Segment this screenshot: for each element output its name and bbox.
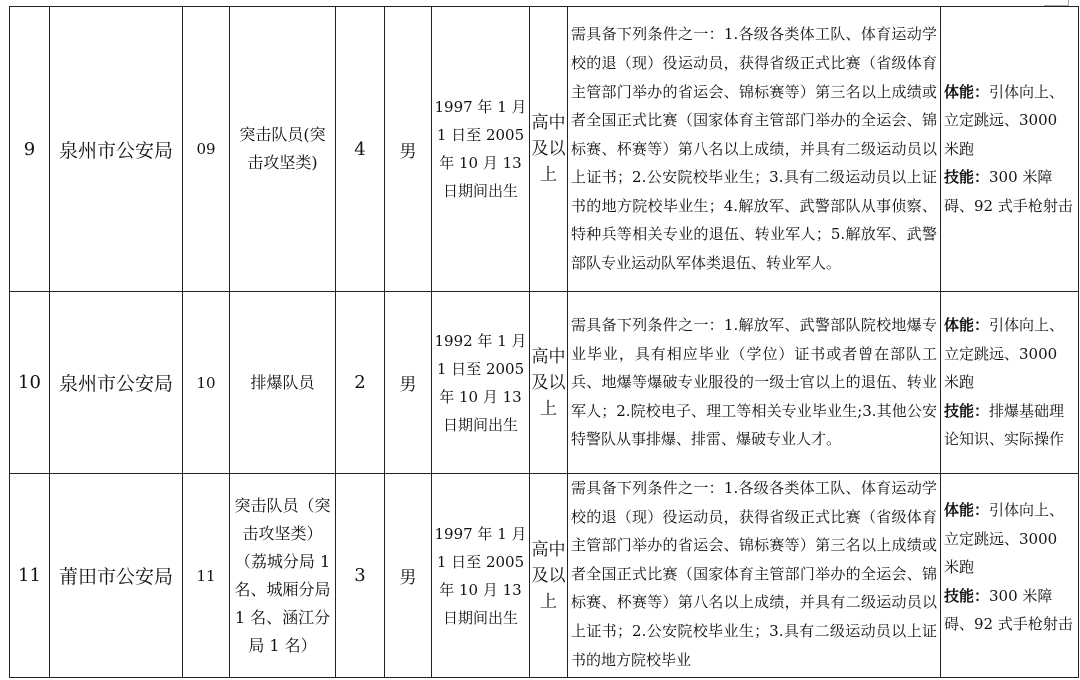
- employer-cell: 莆田市公安局: [50, 474, 183, 678]
- position-name: 突击队员(突击攻坚类): [230, 7, 336, 292]
- fitness-label: 体能：: [944, 82, 990, 101]
- other-conditions: 需具备下列条件之一：1.解放军、武警部队院校地爆专业毕业，具有相应毕业（学位）证书或者曾在部队工兵、地爆等爆破专业服役的一级士官以上的退伍、转业军人；2.院校电子、理工等相关专业毕业生;3.其他公安特警队从事排爆、排雷、爆破专业人才。: [568, 292, 941, 474]
- fitness-label: 体能：: [944, 316, 990, 335]
- gender-cell: 男: [385, 292, 432, 474]
- fitness-label: 体能：: [944, 501, 990, 519]
- skill-label: 技能：: [944, 586, 990, 605]
- row-index: 10: [10, 292, 50, 474]
- fitness-items: 引体向上、立定跳远、3000 米跑: [944, 316, 1065, 392]
- fitness-items: 引体向上、立定跳远、3000 米跑: [944, 501, 1065, 577]
- test-items: [941, 292, 1079, 474]
- employer-cell: 泉州市公安局: [50, 292, 183, 474]
- test-items: [941, 7, 1079, 292]
- age-requirement: 1992 年 1 月 1 日至 2005 年 10 月 13 日期间出生: [432, 292, 530, 474]
- position-name: 突击队员（突击攻坚类）（荔城分局 1 名、城厢分局 1 名、涵江分局 1 名）: [230, 474, 336, 678]
- skill-label: 技能：: [944, 168, 990, 187]
- test-items: [941, 474, 1079, 678]
- education-requirement: 高中及以上: [530, 292, 568, 474]
- position-name: 排爆队员: [230, 292, 336, 474]
- fitness-items: 引体向上、立定跳远、3000 米跑: [944, 82, 1065, 158]
- skill-items: 排爆基础理论知识、实际操作: [944, 401, 1065, 449]
- row-index: 11: [10, 474, 50, 678]
- recruitment-table: [9, 6, 1079, 678]
- other-conditions: 需具备下列条件之一：1.各级各类体工队、体育运动学校的退（现）役运动员，获得省级正式比赛（省级体育主管部门举办的省运会、锦标赛等）第三名以上成绩或者全国正式比赛（国家体育主管部门举办的全运会、锦标赛、杯赛等）第八名以上成绩，并具有二级运动员以上证书；2.公安院校毕业生；3.具有二级运动员以上证书的地方院校毕业生；4.解放军、武警部队从事侦察、特种兵等相关专业的退伍、转业军人；5.解放军、武警部队专业运动队军体类退伍、转业军人。: [568, 7, 941, 292]
- other-conditions: 需具备下列条件之一：1.各级各类体工队、体育运动学校的退（现）役运动员，获得省级正式比赛（省级体育主管部门举办的省运会、锦标赛等）第三名以上成绩或者全国正式比赛（国家体育主管部门举办的全运会、锦标赛、杯赛等）第八名以上成绩，并具有二级运动员以上证书；2.公安院校毕业生；3.具有二级运动员以上证书的地方院校毕业: [568, 474, 941, 678]
- age-requirement: 1997 年 1 月 1 日至 2005 年 10 月 13 日期间出生: [432, 474, 530, 678]
- table-row: [10, 292, 1079, 474]
- education-requirement: 高中及以上: [530, 7, 568, 292]
- age-requirement: 1997 年 1 月 1 日至 2005 年 10 月 13 日期间出生: [432, 7, 530, 292]
- gender-cell: 男: [385, 7, 432, 292]
- row-index: 9: [10, 7, 50, 292]
- skill-items: 300 米障碍、92 式手枪射击: [944, 168, 1073, 215]
- table-row: [10, 474, 1079, 678]
- skill-items: 300 米障碍、92 式手枪射击: [944, 586, 1073, 634]
- skill-label: 技能：: [944, 401, 990, 420]
- recruit-count: 4: [336, 7, 385, 292]
- position-code: 10: [183, 292, 230, 474]
- gender-cell: 男: [385, 474, 432, 678]
- education-requirement: 高中及以上: [530, 474, 568, 678]
- employer-cell: 泉州市公安局: [50, 7, 183, 292]
- position-code: 09: [183, 7, 230, 292]
- recruit-count: 3: [336, 474, 385, 678]
- table-row: [10, 7, 1079, 292]
- position-code: 11: [183, 474, 230, 678]
- recruit-count: 2: [336, 292, 385, 474]
